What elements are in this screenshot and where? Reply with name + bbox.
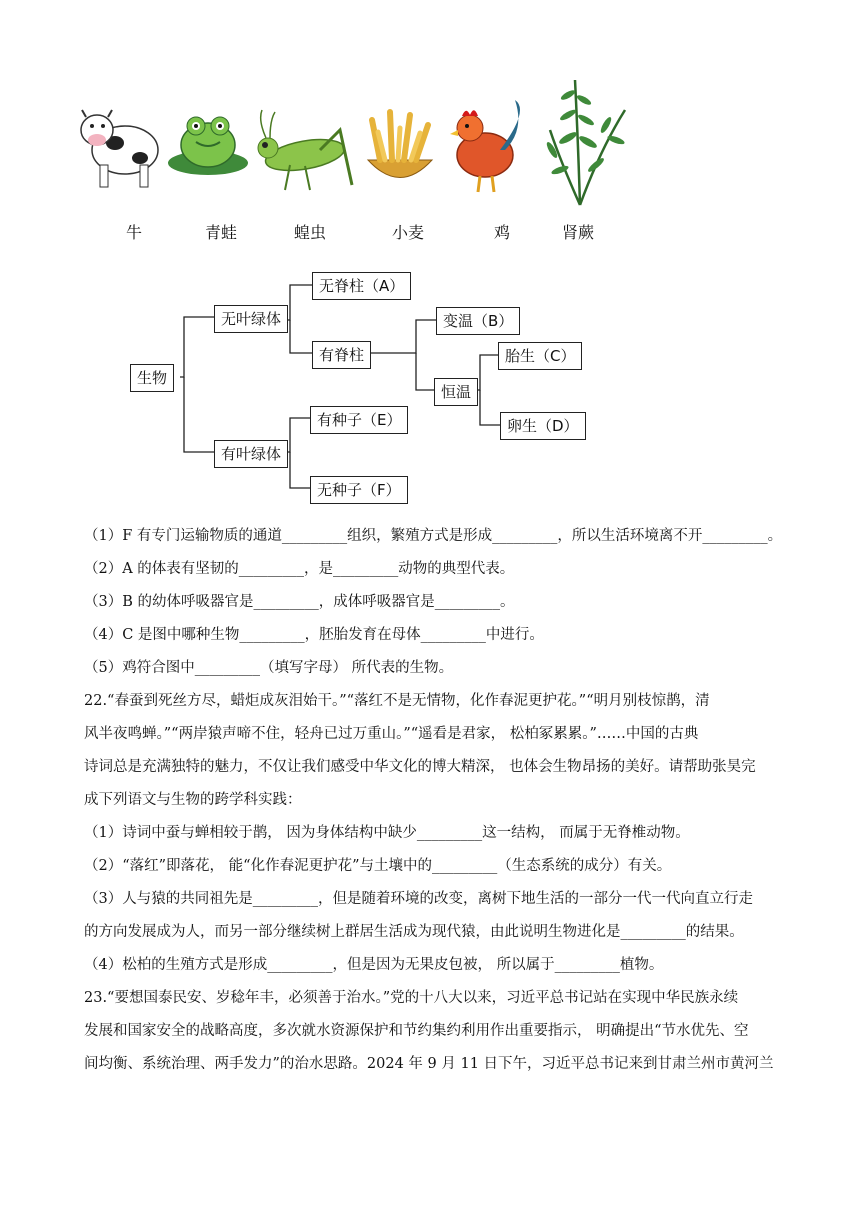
grasshopper-icon <box>258 110 352 190</box>
question-content <box>84 520 784 1081</box>
q22-item-2: （2）“落红”即落花， 能“化作春泥更护花”与土壤中的_________（生态系统的成分）有关。 <box>84 858 672 874</box>
q21-item-3: （3）B 的幼体呼吸器官是_________，成体呼吸器官是_________。 <box>84 594 515 610</box>
node-no-chlorophyll: 无叶绿体 <box>214 305 288 333</box>
node-oviparous: 卵生（D） <box>500 412 586 440</box>
node-has-spine: 有脊柱 <box>312 341 371 369</box>
question-21-items <box>84 520 784 685</box>
fern-icon <box>545 80 626 205</box>
node-root: 生物 <box>130 364 174 392</box>
q23-line-2: 发展和国家安全的战略高度，多次就水资源保护和节约集约利用作出重要指示， 明确提出“节水优先、空 <box>84 1023 749 1039</box>
cow-icon <box>81 110 158 187</box>
q21-item-5: （5）鸡符合图中_________（填写字母） 所代表的生物。 <box>84 660 454 676</box>
node-viviparous: 胎生（C） <box>498 342 582 370</box>
animal-label-fern: 肾蕨 <box>561 223 594 242</box>
organism-illustrations <box>0 0 860 250</box>
animal-label-wheat: 小麦 <box>391 223 424 242</box>
q22-item-4: （4）松柏的生殖方式是形成_________，但是因为无果皮包被， 所以属于_________植物。 <box>84 957 664 973</box>
q22-intro-line-1: 22.“春蚕到死丝方尽，蜡炬成灰泪始干。”“落红不是无情物，化作春泥更护花。”“明月别枝惊鹊，清 <box>84 693 710 709</box>
rooster-icon <box>450 100 520 192</box>
node-seed: 有种子（E） <box>310 406 408 434</box>
node-warm-blooded: 恒温 <box>434 378 478 406</box>
q21-item-1: （1）F 有专门运输物质的通道_________组织，繁殖方式是形成_________，所以生活环境离不开_________。 <box>84 528 783 544</box>
q23-line-3: 间均衡、系统治理、两手发力”的治水思路。2024 年 9 月 11 日下午，习近平总书记来到甘肃兰州市黄河兰 <box>84 1056 774 1072</box>
question-22 <box>84 685 784 982</box>
q23-line-1: 23.“要想国泰民安、岁稔年丰，必须善于治水。”党的十八大以来，习近平总书记站在实现中华民族永续 <box>84 990 739 1006</box>
animal-label-rooster: 鸡 <box>493 223 510 242</box>
node-cold-blooded: 变温（B） <box>436 307 520 335</box>
question-23 <box>84 982 784 1081</box>
node-no-seed: 无种子（F） <box>310 476 408 504</box>
animal-label-frog: 青蛙 <box>204 223 237 242</box>
wheat-icon <box>368 112 432 178</box>
classification-tree <box>0 260 860 510</box>
q22-intro-line-4: 成下列语文与生物的跨学科实践： <box>84 792 302 808</box>
tree-connectors <box>0 260 860 510</box>
frog-icon <box>168 117 248 175</box>
q22-item-1: （1）诗词中蚕与蝉相较于鹊， 因为身体结构中缺少_________这一结构， 而属于无脊椎动物。 <box>84 825 690 841</box>
animal-label-cow: 牛 <box>125 223 142 242</box>
node-has-chlorophyll: 有叶绿体 <box>214 440 288 468</box>
q21-item-4: （4）C 是图中哪种生物_________，胚胎发育在母体_________中进行。 <box>84 627 544 643</box>
animal-label-grasshopper: 蝗虫 <box>293 223 326 242</box>
q22-item-3-cont: 的方向发展成为人，而另一部分继续树上群居生活成为现代猿，由此说明生物进化是_________的结果。 <box>84 924 744 940</box>
q22-intro-line-3: 诗词总是充满独特的魅力，不仅让我们感受中华文化的博大精深， 也体会生物昂扬的美好。请帮助张昊完 <box>84 759 756 775</box>
node-no-spine: 无脊柱（A） <box>312 272 411 300</box>
q22-intro-line-2: 风半夜鸣蝉。”“两岸猿声啼不住，轻舟已过万重山。”“遥看是君家， 松柏冢累累。”……中国的古典 <box>84 726 699 742</box>
q21-item-2: （2）A 的体表有坚韧的_________，是_________动物的典型代表。 <box>84 561 515 577</box>
q22-item-3: （3）人与猿的共同祖先是_________，但是随着环境的改变，离树下地生活的一部分一代一代向直立行走 <box>84 891 753 907</box>
